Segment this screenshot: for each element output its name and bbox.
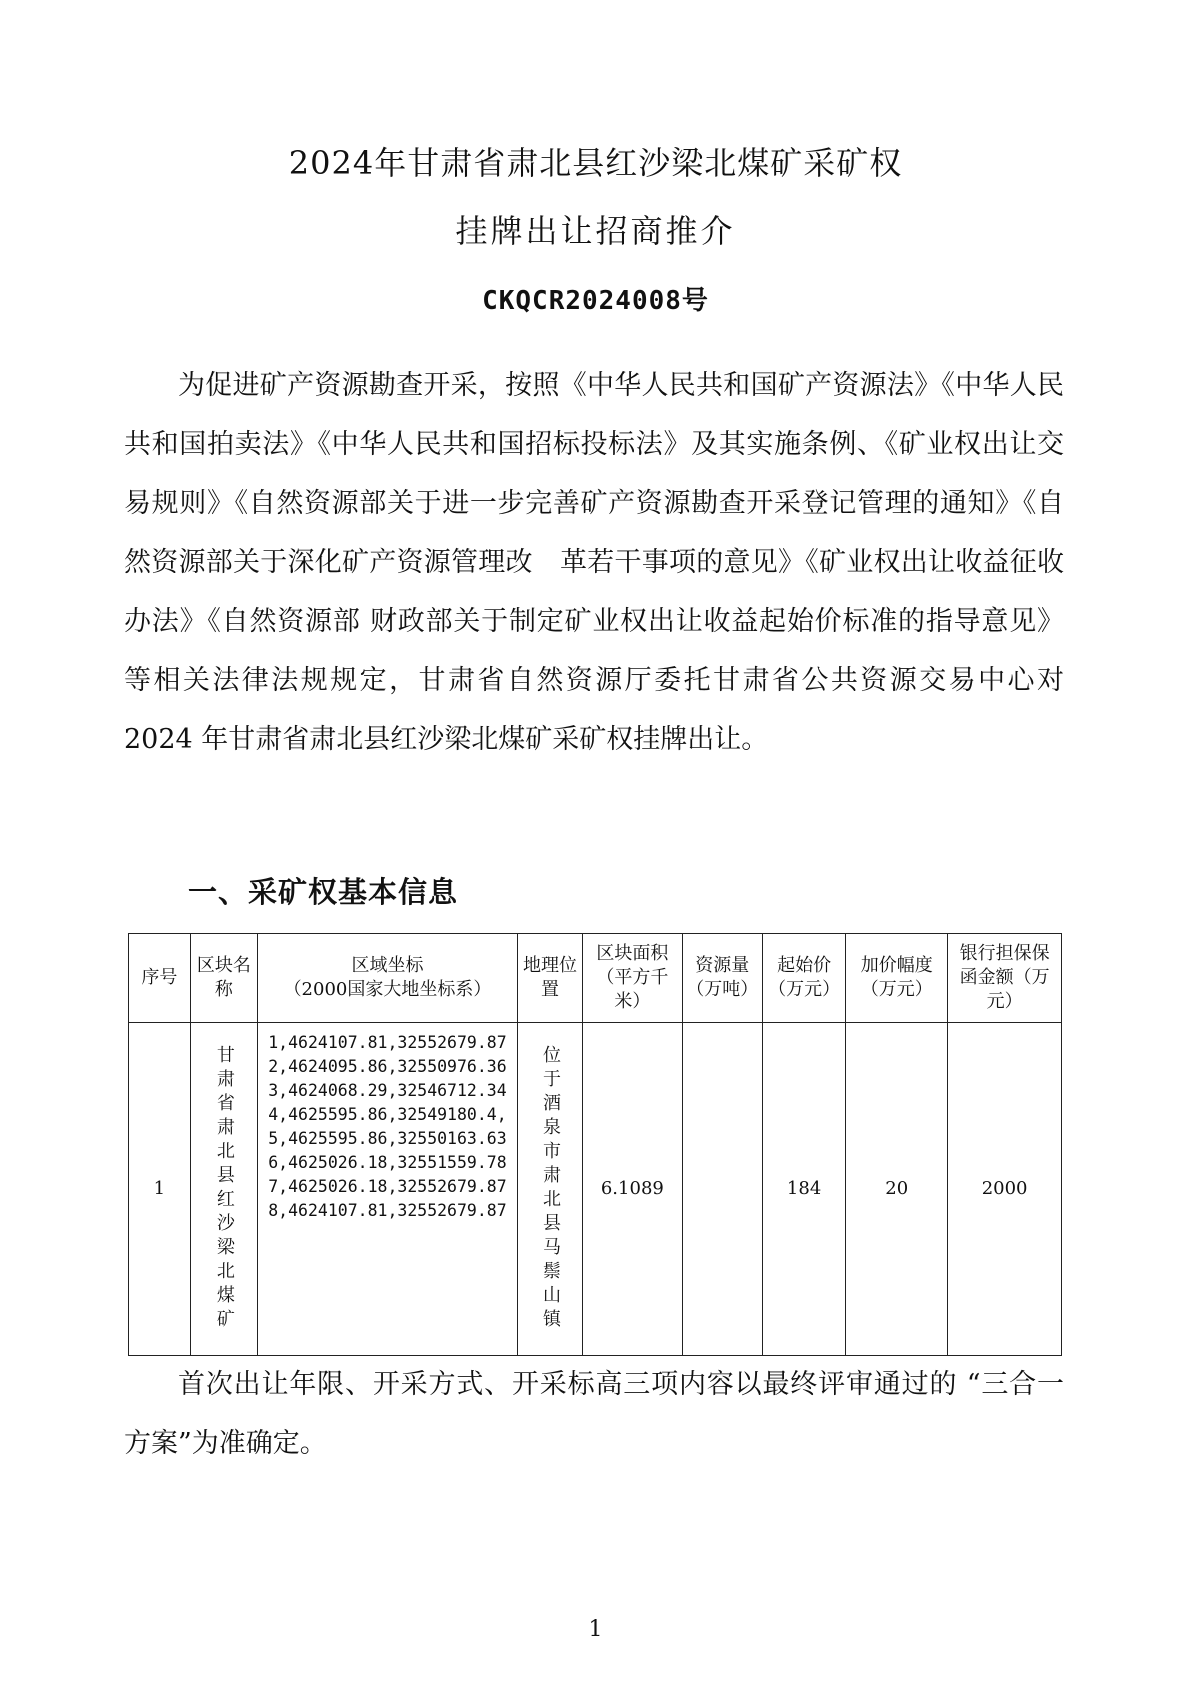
header-increment: 加价幅度（万元）: [846, 934, 948, 1023]
page-number: 1: [588, 1617, 603, 1642]
header-area: 区块面积（平方千米）: [583, 934, 683, 1023]
table-header-row: [129, 934, 1062, 1023]
header-location: 地理位置: [518, 934, 583, 1023]
header-coordinates-title: 区域坐标: [351, 955, 424, 976]
header-guarantee: 银行担保保函金额（万元）: [948, 934, 1062, 1023]
coordinate-point: 4,4625595.86,32549180.4,: [268, 1105, 507, 1124]
mining-rights-table: [128, 933, 1062, 1356]
coordinate-point: 3,4624068.29,32546712.34: [268, 1081, 507, 1100]
cell-guarantee: 2000: [948, 1023, 1062, 1356]
header-seq: 序号: [129, 934, 191, 1023]
coordinate-point: 7,4625026.18,32552679.87: [268, 1177, 507, 1196]
intro-paragraph: 为促进矿产资源勘查开采，按照《中华人民共和国矿产资源法》《中华人民共和国拍卖法》《中华人民共和国招标投标法》及其实施条例、《矿业权出让交易规则》《自然资源部关于进一步完善矿产资源勘查开采登记管理的通知》《自然资源部关于深化矿产资源管理改 革若干事项的意见》《矿业权出让收益征收办法》《自然资源部 财政部关于制定矿业权出让收益起始价标准的指导意见》等相关法律法规规定，甘肃省自然资源厅委托甘肃省公共资源交易中心对 2024 年甘肃省肃北县红沙梁北煤矿采矿权挂牌出让。: [124, 370, 1064, 755]
cell-coordinates: [257, 1023, 517, 1356]
header-coordinates: [257, 934, 517, 1023]
coordinate-point: 8,4624107.81,32552679.87: [268, 1201, 507, 1220]
cell-area: 6.1089: [583, 1023, 683, 1356]
cell-resource: [682, 1023, 762, 1356]
cell-increment: 20: [846, 1023, 948, 1356]
cell-block-name: 甘肃省肃北县红沙梁北煤矿: [190, 1023, 257, 1356]
header-resource: 资源量（万吨）: [682, 934, 762, 1023]
document-title-line1: 2024年甘肃省肃北县红沙梁北煤矿采矿权: [288, 144, 903, 182]
header-block-name: 区块名称: [190, 934, 257, 1023]
cell-seq: 1: [129, 1023, 191, 1356]
coordinate-point: 6,4625026.18,32551559.78: [268, 1153, 507, 1172]
table-row: [129, 1023, 1062, 1356]
coordinate-point: 5,4625595.86,32550163.63: [268, 1129, 507, 1148]
closing-paragraph: 首次出让年限、开采方式、开采标高三项内容以最终评审通过的 “三合一方案”为准确定。: [124, 1369, 1064, 1459]
coordinate-point: 1,4624107.81,32552679.87: [268, 1033, 507, 1052]
document-title-line2: 挂牌出让招商推介: [455, 212, 736, 250]
section-heading: 一、采矿权基本信息: [188, 875, 459, 909]
header-coordinates-sub: （2000国家大地坐标系）: [283, 979, 492, 1000]
coordinate-point: 2,4624095.86,32550976.36: [268, 1057, 507, 1076]
cell-start-price: 184: [762, 1023, 845, 1356]
document-number: CKQCR2024008号: [482, 286, 709, 316]
cell-location: 位于酒泉市肃北县马鬃山镇: [518, 1023, 583, 1356]
header-start-price: 起始价（万元）: [762, 934, 845, 1023]
